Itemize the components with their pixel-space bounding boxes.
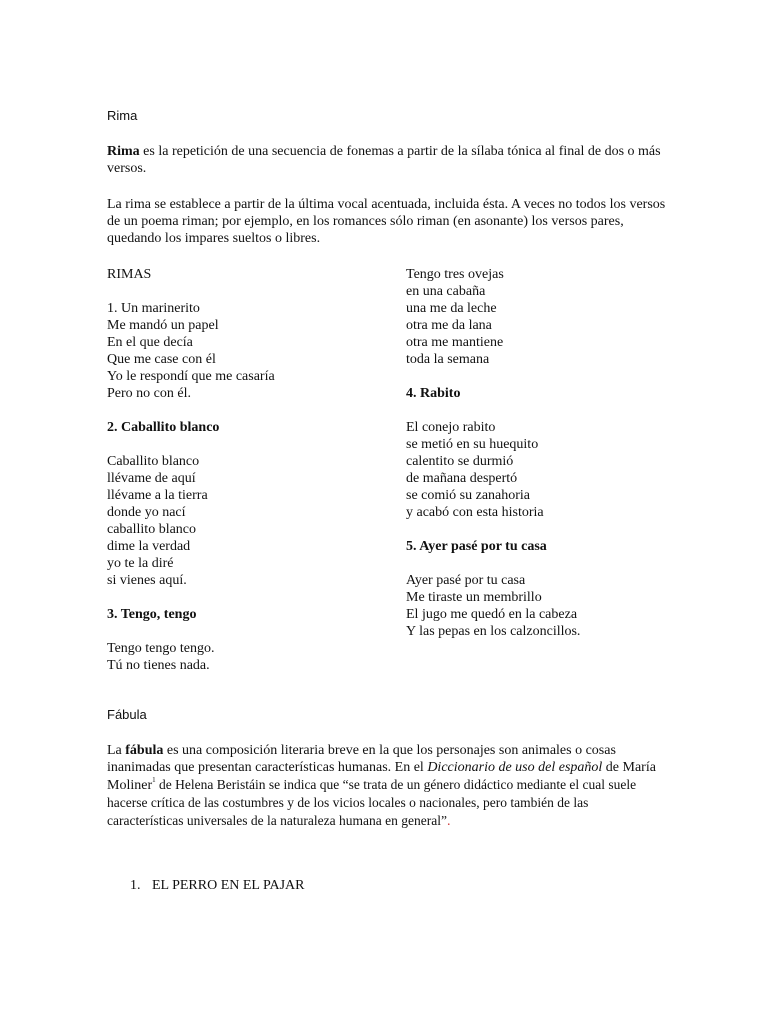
rimas-right-column (406, 266, 686, 640)
rimas-left-column (107, 266, 387, 674)
list-number: 1. (130, 878, 141, 893)
poem-line: si vienes aquí. (107, 573, 187, 588)
poem-line: de mañana despertó (406, 471, 518, 486)
fabula-text: . (446, 814, 451, 829)
poem-title-caballito-blanco: 2. Caballito blanco (107, 420, 220, 435)
poem-title-tengo-tengo: 3. Tengo, tengo (107, 607, 197, 622)
poem-line: se comió su zanahoria (406, 488, 531, 503)
poem-title-rabito: 4. Rabito (406, 386, 461, 401)
list-item-text: EL PERRO EN EL PAJAR (152, 878, 305, 893)
section-heading-rima: Rima (107, 108, 138, 123)
poem-line: Pero no con él. (107, 386, 191, 401)
poem-line: otra me da lana (406, 318, 492, 333)
poem-line: una me da leche (406, 301, 497, 316)
rima-definition-text: es la repetición de una secuencia de fonemas a partir de la sílaba tónica al final de dos o más versos. (107, 144, 661, 176)
poem-line: llévame a la tierra (107, 488, 208, 503)
poem-line: donde yo nací (107, 505, 186, 520)
poem-line: El conejo rabito (406, 420, 496, 435)
poem-line: Me mandó un papel (107, 318, 219, 333)
fabula-text: es una composición literaria breve en la que los personajes son animales o cosas inanimadas que presentan características humanas. En el (107, 743, 616, 775)
poem-title-ayer-pase: 5. Ayer pasé por tu casa (406, 539, 547, 554)
fabula-definition-paragraph (107, 742, 667, 830)
rima-definition-paragraph (107, 143, 667, 177)
poem-line: en una cabaña (406, 284, 486, 299)
poem-line: Que me case con él (107, 352, 216, 367)
section-heading-fabula: Fábula (107, 707, 147, 722)
poem-line: El jugo me quedó en la cabeza (406, 607, 578, 622)
poem-line: Tú no tienes nada. (107, 658, 210, 673)
poem-line: Caballito blanco (107, 454, 200, 469)
poem-line: Ayer pasé por tu casa (406, 573, 526, 588)
poem-line: Tengo tengo tengo. (107, 641, 215, 656)
poem-line: Me tiraste un membrillo (406, 590, 542, 605)
rimas-label: RIMAS (107, 267, 152, 282)
numbered-list-item (130, 877, 304, 894)
poem-line: Yo le respondí que me casaría (107, 369, 275, 384)
poem-line: En el que decía (107, 335, 193, 350)
poem-line: 1. Un marinerito (107, 301, 200, 316)
poem-line: Y las pepas en los calzoncillos. (406, 624, 581, 639)
fabula-term: fábula (125, 743, 164, 758)
dictionary-title: Diccionario de uso del español (427, 760, 603, 775)
poem-line: se metió en su huequito (406, 437, 539, 452)
poem-line: dime la verdad (107, 539, 191, 554)
fabula-text: La (107, 743, 126, 758)
poem-line: calentito se durmió (406, 454, 514, 469)
poem-line: toda la semana (406, 352, 490, 367)
poem-line: otra me mantiene (406, 335, 504, 350)
fabula-quote: de Helena Beristáin se indica que “se trata de un género didáctico mediante el cual suele hacerse crítica de las costumbres y de los vicios locales o nacionales, pero también de las características universales de la naturaleza humana en general” (107, 777, 637, 828)
fabula-text: de María Moliner (107, 760, 656, 793)
poem-line: yo te la diré (107, 556, 174, 571)
footnote-reference[interactable]: 1 (152, 776, 156, 784)
rima-term: Rima (107, 144, 140, 159)
rima-explanation-paragraph: La rima se establece a partir de la última vocal acentuada, incluida ésta. A veces no todos los versos de un poema riman; por ejemplo, en los romances sólo riman (en asonante) los versos pares, quedando los impares sueltos o libres. (107, 197, 666, 246)
poem-line: y acabó con esta historia (406, 505, 544, 520)
poem-line: caballito blanco (107, 522, 197, 537)
poem-line: llévame de aquí (107, 471, 196, 486)
poem-line: Tengo tres ovejas (406, 267, 504, 282)
